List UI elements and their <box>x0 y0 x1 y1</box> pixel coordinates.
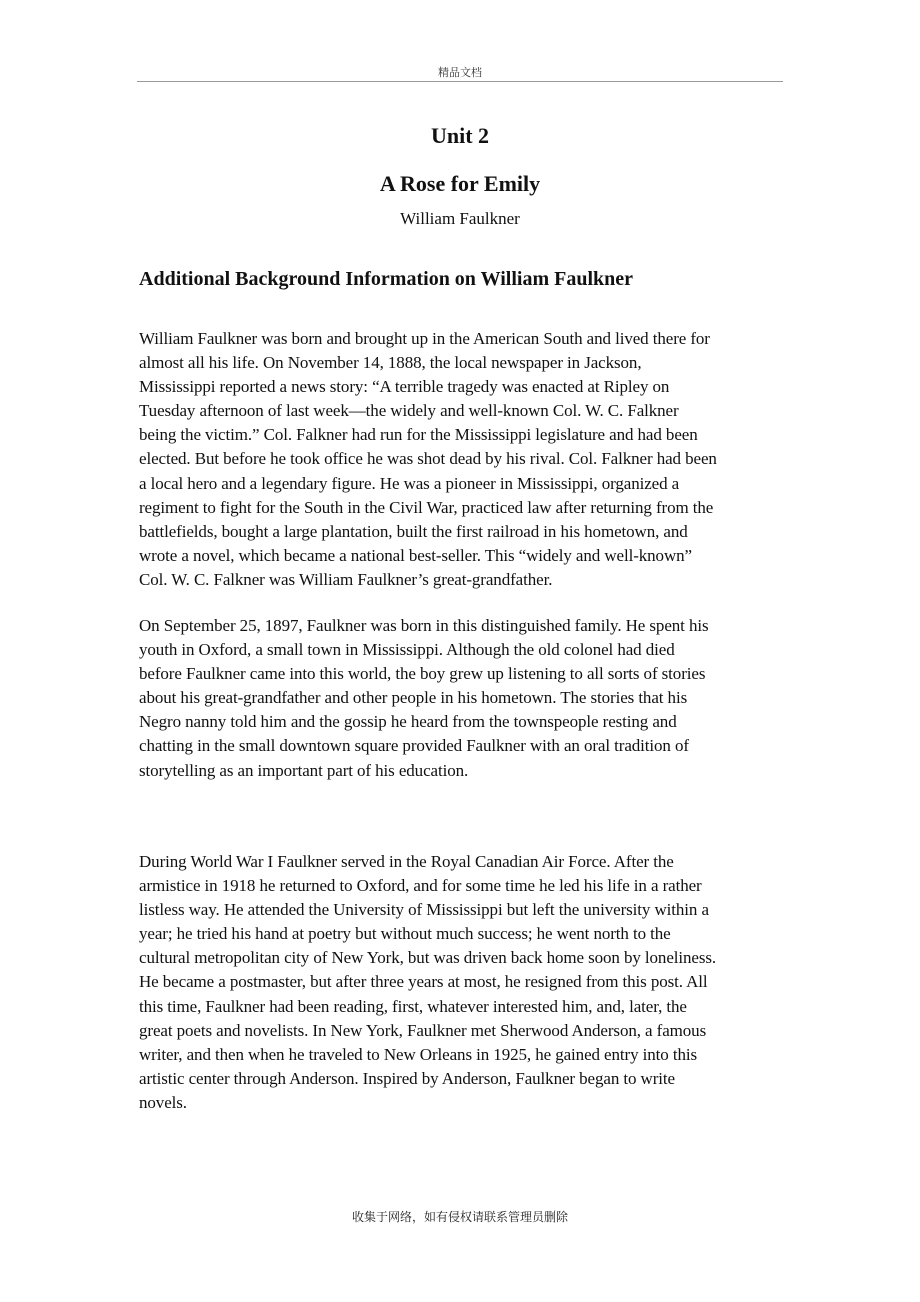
story-title: A Rose for Emily <box>379 171 541 196</box>
section-heading: Additional Background Information on William Faulkner <box>139 268 633 290</box>
header-label: 精品文档 <box>438 66 482 79</box>
footer-note: 收集于网络，如有侵权请联系管理员删除 <box>351 1210 568 1224</box>
paragraph-3: During World War I Faulkner served in the Royal Canadian Air Force. After the armistice in 1918 he returned to Oxford, and for some time he led his life in a rather listless way. He attended the University of Mississippi but left the university within a year; he tried his hand at poetry but without much success; he went north to the cultural metropolitan city of New York, but was driven back home soon by loneliness. He became a postmaster, but after three years at most, he resigned from this post. All this time, Faulkner had been reading, first, whatever interested him, and, later, the great poets and novelists. In New York, Faulkner met Sherwood Anderson, a famous writer, and then when he traveled to New Orleans in 1925, he gained entry into this artistic center through Anderson. Inspired by Anderson, Faulkner began to write novels. <box>139 852 717 1112</box>
paragraph-2: On September 25, 1897, Faulkner was born in this distinguished family. He spent his youth in Oxford, a small town in Mississippi. Although the old colonel had died before Faulkner came into this world, the boy grew up listening to all sorts of stories about his great-grandfather and other people in his hometown. The stories that his Negro nanny told him and the gossip he heard from the townspeople resting and chatting in the small downtown square provided Faulkner with an oral tradition of storytelling as an important part of his education. <box>139 616 709 780</box>
unit-title: Unit 2 <box>430 123 490 148</box>
header-divider <box>137 81 783 82</box>
author-name: William Faulkner <box>400 209 520 228</box>
paragraph-1: William Faulkner was born and brought up in the American South and lived there for almost all his life. On November 14, 1888, the local newspaper in Jackson, Mississippi reported a news story: “A terrible tragedy was enacted at Ripley on Tuesday afternoon of last week—the widely and well-known Col. W. C. Falkner being the victim.” Col. Falkner had run for the Mississippi legislature and had been elected. But before he took office he was shot dead by his rival. Col. Falkner had been a local hero and a legendary figure. He was a pioneer in Mississippi, organized a regiment to fight for the South in the Civil War, practiced law after returning from the battlefields, bought a large plantation, built the first railroad in his hometown, and wrote a novel, which became a national best-seller. This “widely and well-known” Col. W. C. Falkner was William Faulkner’s great-grandfather. <box>139 329 717 589</box>
